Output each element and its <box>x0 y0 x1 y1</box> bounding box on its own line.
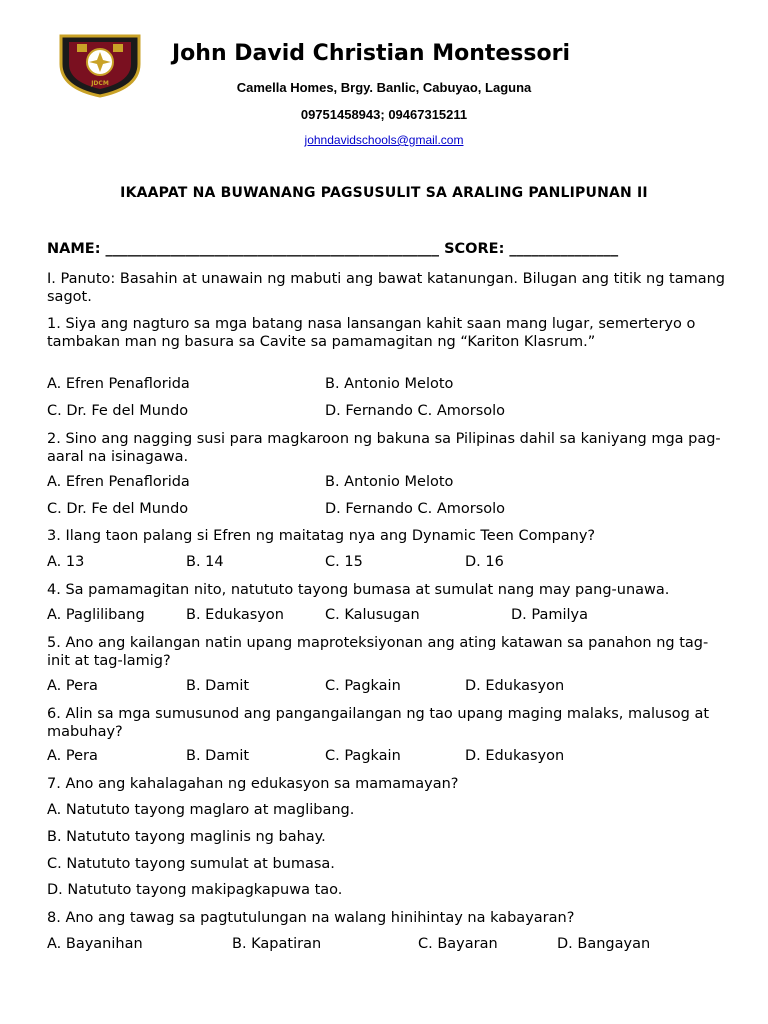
q8-option-b: B. Kapatiran <box>232 936 322 952</box>
exam-title: IKAAPAT NA BUWANANG PAGSUSULIT SA ARALING PANLIPUNAN II <box>120 185 648 201</box>
q7-option-a: A. Natututo tayong maglaro at maglibang. <box>47 802 355 818</box>
q3-option-c: C. 15 <box>325 554 363 570</box>
q1-option-a: A. Efren Penaflorida <box>47 376 190 392</box>
school-address: Camella Homes, Brgy. Banlic, Cabuyao, Laguna <box>236 80 532 95</box>
instructions: I. Panuto: Basahin at unawain ng mabuti ang bawat katanungan. Bilugan ang titik ng tamang sagot. <box>47 271 726 305</box>
question-1: 1. Siya ang nagturo sa mga batang nasa lansangan kahit saan mang lugar, semerteryo o tambakan man ng basura sa Cavite sa pamamagitan ng “Kariton Klasrum.” <box>47 316 696 350</box>
q3-option-b: B. 14 <box>186 554 224 570</box>
q4-option-c: C. Kalusugan <box>325 607 420 623</box>
q3-option-d: D. 16 <box>465 554 504 570</box>
q1-option-b: B. Antonio Meloto <box>325 376 454 392</box>
q2-option-d: D. Fernando C. Amorsolo <box>325 501 506 517</box>
q6-option-c: C. Pagkain <box>325 748 401 764</box>
q8-option-d: D. Bangayan <box>557 936 651 952</box>
question-2: 2. Sino ang nagging susi para magkaroon ng bakuna sa Pilipinas dahil sa kaniyang mga pag-aaral na isinagawa. <box>47 431 721 465</box>
q8-option-a: A. Bayanihan <box>47 936 143 952</box>
question-7: 7. Ano ang kahalagahan ng edukasyon sa mamamayan? <box>47 776 459 792</box>
q2-option-a: A. Efren Penaflorida <box>47 474 190 490</box>
school-email-line <box>0 133 768 147</box>
q5-option-b: B. Damit <box>186 678 250 694</box>
q7-option-b: B. Natututo tayong maglinis ng bahay. <box>47 829 326 845</box>
q5-option-c: C. Pagkain <box>325 678 401 694</box>
q1-option-c: C. Dr. Fe del Mundo <box>47 403 189 419</box>
question-5: 5. Ano ang kailangan natin upang maproteksiyonan ang ating katawan sa panahon ng tag-init at tag-lamig? <box>47 635 709 669</box>
q4-option-a: A. Paglilibang <box>47 607 145 623</box>
q6-option-b: B. Damit <box>186 748 250 764</box>
q6-option-d: D. Edukasyon <box>465 748 565 764</box>
q7-option-d: D. Natututo tayong makipagkapuwa tao. <box>47 882 343 898</box>
question-3: 3. Ilang taon palang si Efren ng maitatag nya ang Dynamic Teen Company? <box>47 528 596 544</box>
question-6: 6. Alin sa mga sumusunod ang pangangailangan ng tao upang maging malaks, malusog at mabuhay? <box>47 706 710 740</box>
school-phone: 09751458943; 09467315211 <box>300 107 468 122</box>
question-8: 8. Ano ang tawag sa pagtutulungan na walang hinihintay na kabayaran? <box>47 910 575 926</box>
name-score-line: NAME: ______________________________________________ SCORE: _______________ <box>47 241 619 257</box>
question-4: 4. Sa pamamagitan nito, natututo tayong bumasa at sumulat nang may pang-unawa. <box>47 582 670 598</box>
q5-option-a: A. Pera <box>47 678 98 694</box>
q5-option-d: D. Edukasyon <box>465 678 565 694</box>
school-name: John David Christian Montessori <box>172 41 570 66</box>
q4-option-b: B. Edukasyon <box>186 607 284 623</box>
q1-option-d: D. Fernando C. Amorsolo <box>325 403 506 419</box>
school-email-link[interactable]: johndavidschools@gmail.com <box>304 133 464 147</box>
q4-option-d: D. Pamilya <box>511 607 589 623</box>
q2-option-b: B. Antonio Meloto <box>325 474 454 490</box>
q6-option-a: A. Pera <box>47 748 98 764</box>
q7-option-c: C. Natututo tayong sumulat at bumasa. <box>47 856 335 872</box>
q2-option-c: C. Dr. Fe del Mundo <box>47 501 189 517</box>
logo-text: JDCM <box>91 80 109 87</box>
q8-option-c: C. Bayaran <box>418 936 498 952</box>
q3-option-a: A. 13 <box>47 554 85 570</box>
